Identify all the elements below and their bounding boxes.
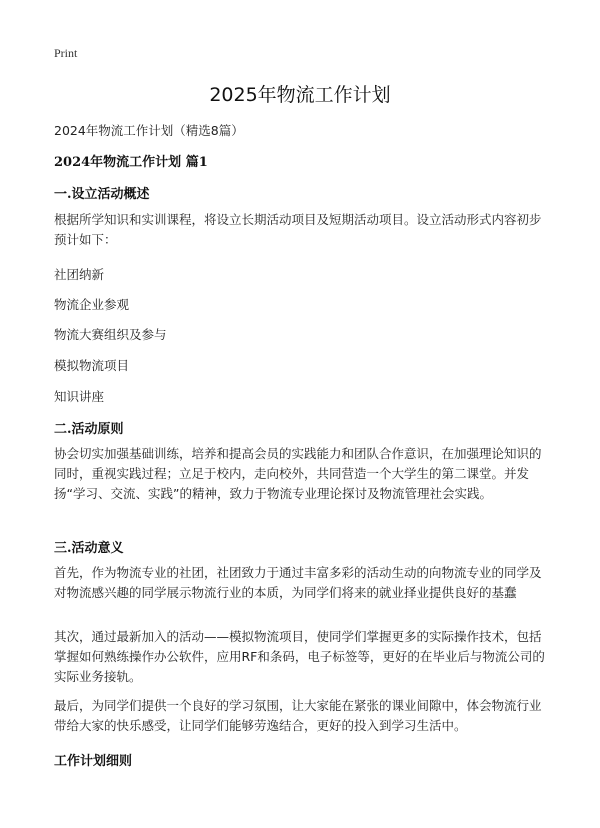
list-item: 物流企业参观 bbox=[54, 297, 130, 312]
section-heading-overview: 一.设立活动概述 bbox=[54, 187, 150, 202]
list-item: 社团纳新 bbox=[54, 267, 105, 282]
list-item: 知识讲座 bbox=[54, 389, 105, 404]
principles-paragraph: 协会切实加强基础训练，培养和提高会员的实践能力和团队合作意识，在加强理论知识的同时，重视实践过程；立足于校内，走向校外，共同营造一个大学生的第二课堂。并发扬“学习、交流、实践”的精神，致力于物流专业理论探讨及物流管理社会实践。 bbox=[54, 446, 542, 501]
section-heading-significance: 三.活动意义 bbox=[54, 541, 124, 556]
list-item: 模拟物流项目 bbox=[54, 358, 130, 373]
list-item: 物流大赛组织及参与 bbox=[54, 327, 167, 342]
document-subtitle: 2024年物流工作计划（精选8篇） bbox=[54, 123, 244, 138]
significance-paragraph-3: 最后，为同学们提供一个良好的学习氛围，让大家能在紧张的课业间隙中，体会物流行业带给大家的快乐感受，让同学们能够劳逸结合，更好的投入到学习生活中。 bbox=[54, 698, 542, 733]
document-title: 2025年物流工作计划 bbox=[209, 84, 391, 106]
overview-intro-paragraph: 根据所学知识和实训课程，将设立长期活动项目及短期活动项目。设立活动形式内容初步预计如下： bbox=[54, 212, 542, 247]
significance-paragraph-1: 首先，作为物流专业的社团，社团致力于通过丰富多彩的活动生动的向物流专业的同学及对物流感兴趣的同学展示物流行业的本质，为同学们将来的就业择业提供良好的基蠢 bbox=[54, 565, 542, 600]
significance-paragraph-2: 其次，通过最新加入的活动——模拟物流项目，使同学们掌握更多的实际操作技术，包括掌握如何熟练操作办公软件，应用RF和条码，电子标签等，更好的在毕业后与物流公司的实际业务接轨。 bbox=[54, 629, 545, 684]
section-heading-work-plan-details: 工作计划细则 bbox=[54, 754, 133, 769]
article-heading: 2024年物流工作计划 篇1 bbox=[54, 155, 208, 170]
print-link[interactable]: Print bbox=[54, 46, 78, 60]
section-heading-principles: 二.活动原则 bbox=[54, 422, 124, 437]
